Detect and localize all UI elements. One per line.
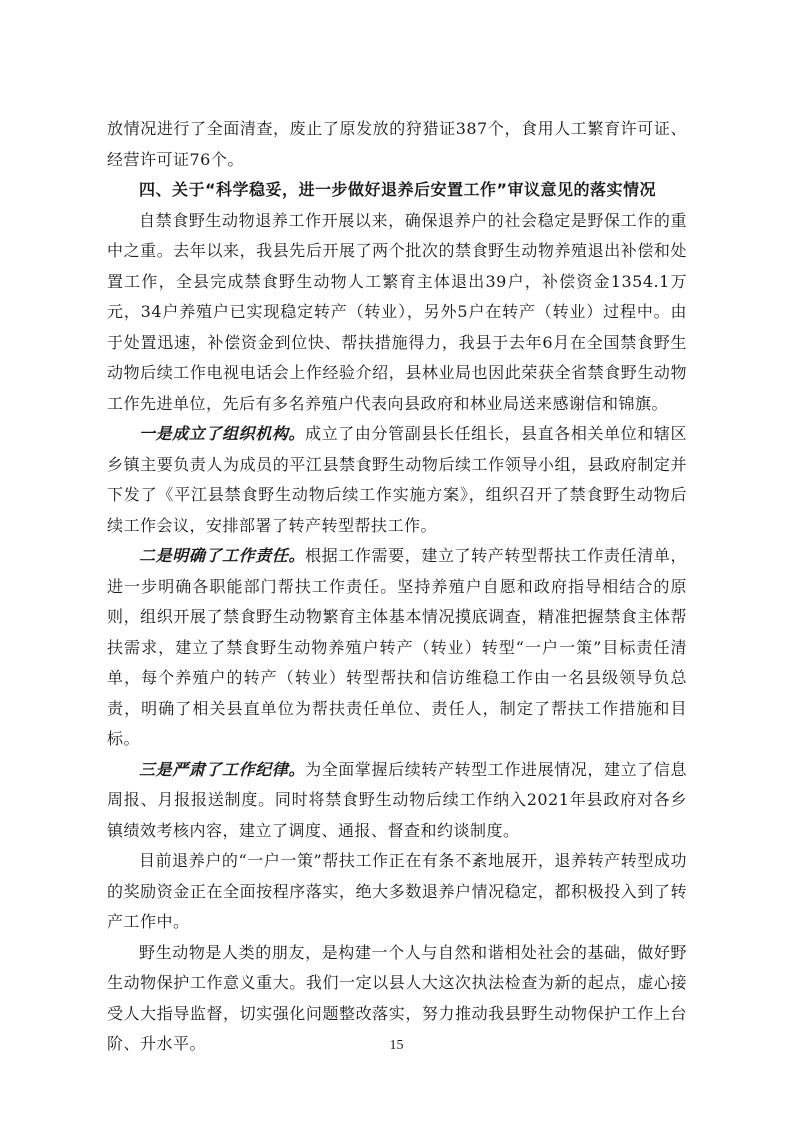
body-discipline: 为全面掌握后续转产转型工作进展情况，建立了信息周报、月报报送制度。同时将禁食野生动物后续工作纳入2021年县政府对各乡镇绩效考核内容，建立了调度、通报、督查和约谈制度。 bbox=[107, 759, 687, 840]
paragraph-progress: 目前退养户的“一户一策”帮扶工作正在有条不紊地展开，退养转产转型成功的奖励资金正在全面按程序落实，绝大多数退养户情况稳定，都积极投入到了转产工作中。 bbox=[107, 851, 687, 931]
document-body bbox=[107, 114, 687, 1060]
page-number: 15 bbox=[389, 1038, 404, 1053]
paragraph-continuation: 放情况进行了全面清查，废止了原发放的狩猎证387个，食用人工繁育许可证、经营许可证76个。 bbox=[107, 119, 687, 169]
paragraph-discipline bbox=[107, 755, 687, 847]
lead-discipline: 三是严肃了工作纪律。 bbox=[139, 759, 306, 779]
paragraph-intro: 自禁食野生动物退养工作开展以来，确保退养户的社会稳定是野保工作的重中之重。去年以来，我县先后开展了两个批次的禁食野生动物养殖退出补偿和处置工作，全县完成禁食野生动物人工繁育主体退出39户，补偿资金1354.1万元，34户养殖户已实现稳定转产（转业），另外5户在转产（转业）过程中。由于处置迅速，补偿资金到位快、帮扶措施得力，我县于去年6月在全国禁食野生动物后续工作电视电话会上作经验介绍，县林业局也因此荣获全省禁食野生动物工作先进单位，先后有多名养殖户代表向县政府和林业局送来感谢信和锦旗。 bbox=[107, 210, 687, 413]
body-organization: 成立了由分管副县长任组长，县直各相关单位和辖区乡镇主要负责人为成员的平江县禁食野生动物后续工作领导小组，县政府制定并下发了《平江县禁食野生动物后续工作实施方案》，组织召开了禁食野生动物后续工作会议，安排部署了转产转型帮扶工作。 bbox=[107, 424, 687, 535]
body-responsibility: 根据工作需要，建立了转产转型帮扶工作责任清单，进一步明确各职能部门帮扶工作责任。坚持养殖户自愿和政府指导相结合的原则，组织开展了禁食野生动物繁育主体基本情况摸底调查，精准把握禁食主体帮扶需求，建立了禁食野生动物养殖户转产（转业）转型“一户一策”目标责任清单，每个养殖户的转产（转业）转型帮扶和信访维稳工作由一名县级领导负总责，明确了相关县直单位为帮扶责任单位、责任人，制定了帮扶工作措施和目标。 bbox=[107, 546, 687, 748]
paragraph-organization bbox=[107, 419, 687, 541]
paragraph-responsibility bbox=[107, 541, 687, 755]
section-heading-4: 四、关于“科学稳妥，进一步做好退养后安置工作”审议意见的落实情况 bbox=[139, 180, 657, 199]
lead-responsibility: 二是明确了工作责任。 bbox=[139, 546, 306, 565]
lead-organization: 一是成立了组织机构。 bbox=[139, 424, 306, 443]
paragraph-conclusion: 野生动物是人类的朋友，是构建一个人与自然和谐相处社会的基础，做好野生动物保护工作意义重大。我们一定以县人大这次执法检查为新的起点，虚心接受人大指导监督，切实强化问题整改落实，努力推动我县野生动物保护工作上台阶、升水平。 bbox=[107, 942, 687, 1053]
